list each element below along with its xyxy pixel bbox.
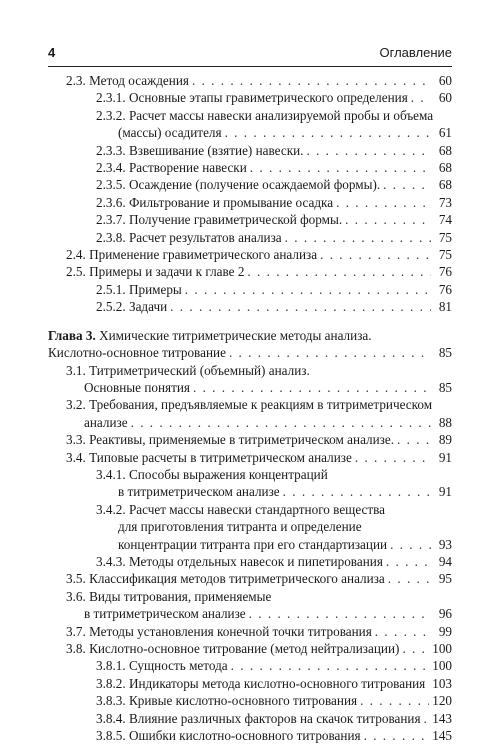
toc-entry-page: 68 <box>438 177 452 193</box>
header-title: Оглавление <box>379 45 452 60</box>
toc-entry-title: 2.3.4. Растворение навески <box>96 160 247 176</box>
toc-entry-page: 76 <box>438 281 452 297</box>
toc-entry-3-8-4[interactable] <box>48 710 452 727</box>
toc-entry-title: 3.8.4. Влияние различных факторов на скачок титрования <box>96 710 421 726</box>
chapter-label: Глава 3. <box>48 327 96 343</box>
leader-dots <box>283 483 431 500</box>
leader-dots <box>170 298 431 315</box>
leader-dots <box>388 570 431 587</box>
toc-entry-title: 2.5.1. Примеры <box>96 281 182 297</box>
toc-entry-page: 68 <box>438 160 452 176</box>
toc-entry-title: 3.8.5. Ошибки кислотно-основного титрования <box>96 728 361 744</box>
toc-entry-page: 94 <box>438 553 452 569</box>
leader-dots <box>383 176 431 193</box>
toc-entry-2-3-2[interactable] <box>48 124 452 141</box>
toc-entry-title: 3.3. Реактивы, применяемые в титриметрическом анализе. <box>66 432 395 448</box>
toc-entry-page: 120 <box>432 693 452 709</box>
toc-entry-title: 2.5.2. Задачи <box>96 299 168 315</box>
leader-dots <box>402 640 429 657</box>
toc-entry-page: 75 <box>438 229 452 245</box>
chapter-gap <box>48 316 452 327</box>
toc-entry-title: (массы) осадителя <box>118 125 222 141</box>
leader-dots <box>249 605 431 622</box>
toc-entry-page: 88 <box>438 414 452 430</box>
toc-entry-2-3-4[interactable] <box>48 159 452 176</box>
toc-entry-title: 3.4.3. Методы отдельных навесок и пипетирования <box>96 553 383 569</box>
leader-dots <box>192 72 431 89</box>
toc-entry-title: 3.8. Кислотно-основное титрование (метод нейтрализации) <box>66 641 400 656</box>
toc-entry-2-3-6[interactable] <box>48 194 452 211</box>
toc-entry-3-6[interactable] <box>48 605 452 622</box>
table-of-contents <box>48 72 452 744</box>
toc-entry-title: 2.3.6. Фильтрование и промывание осадка <box>96 194 334 210</box>
toc-entry-title: 3.8.2. Индикаторы метода кислотно-основного титрования <box>96 675 426 691</box>
toc-entry-2-3-2-line1[interactable]: 2.3.2. Расчет массы навески анализируемой пробы и объема <box>96 107 434 123</box>
toc-chapter-3[interactable] <box>48 344 452 361</box>
toc-entry-3-4-2-line2[interactable]: для приготовления титранта и определение <box>118 519 362 535</box>
leader-dots <box>285 229 431 246</box>
toc-entry-3-1[interactable] <box>48 379 452 396</box>
leader-dots <box>411 89 431 106</box>
toc-entry-title: Кислотно-основное титрование <box>48 345 226 361</box>
toc-entry-page: 96 <box>438 606 452 622</box>
toc-entry-3-6-line1[interactable]: 3.6. Виды титрования, применяемые <box>66 588 272 604</box>
leader-dots <box>355 449 431 466</box>
toc-entry-2-3[interactable] <box>48 72 452 89</box>
toc-entry-title: 2.3.7. Получение гравиметрической формы. <box>96 212 343 228</box>
leader-dots <box>360 692 429 709</box>
toc-entry-3-2-line1[interactable]: 3.2. Требования, предъявляемые к реакциям в титриметрическом <box>66 397 433 413</box>
toc-entry-title: 3.5. Классификация методов титриметрического анализа <box>66 571 385 587</box>
toc-entry-3-7[interactable] <box>48 623 452 640</box>
toc-entry-2-4[interactable] <box>48 246 452 263</box>
toc-entry-page: 74 <box>438 212 452 228</box>
toc-entry-page: 73 <box>438 194 452 210</box>
toc-entry-3-4-1[interactable] <box>48 483 452 500</box>
toc-entry-title: 2.3.3. Взвешивание (взятие) навески. <box>96 142 304 158</box>
toc-entry-2-5-1[interactable] <box>48 281 452 298</box>
leader-dots <box>397 431 431 448</box>
toc-entry-title: 2.3.1. Основные этапы гравиметрического определения <box>96 90 408 106</box>
toc-entry-title: в титриметрическом анализе <box>84 606 246 622</box>
toc-entry-3-8-3[interactable] <box>48 692 452 709</box>
toc-entry-page: 85 <box>438 379 452 395</box>
page-number: 4 <box>48 45 56 60</box>
toc-entry-title: 2.4. Применение гравиметрического анализа <box>66 247 318 263</box>
toc-entry-title: 2.3. Метод осаждения <box>66 73 189 88</box>
toc-entry-title: в титриметрическом анализе <box>118 484 280 500</box>
leader-dots <box>185 281 431 298</box>
toc-entry-page: 60 <box>438 90 452 106</box>
toc-entry-3-8-5[interactable] <box>48 727 452 744</box>
running-header <box>48 44 452 67</box>
toc-entry-page: 103 <box>432 675 452 691</box>
toc-entry-page: 68 <box>438 142 452 158</box>
leader-dots <box>250 159 431 176</box>
toc-entry-page: 145 <box>432 728 452 744</box>
toc-entry-3-4[interactable] <box>48 449 452 466</box>
leader-dots <box>225 124 431 141</box>
leader-dots <box>345 211 431 228</box>
toc-entry-page: 76 <box>438 264 452 280</box>
toc-entry-2-3-8[interactable] <box>48 229 452 246</box>
toc-entry-2-3-5[interactable] <box>48 176 452 193</box>
toc-entry-page: 99 <box>438 623 452 639</box>
leader-dots <box>320 246 431 263</box>
leader-dots <box>306 142 431 159</box>
toc-entry-page: 75 <box>438 247 452 263</box>
leader-dots <box>231 657 430 674</box>
toc-entry-page: 81 <box>438 299 452 315</box>
toc-entry-page: 89 <box>438 432 452 448</box>
toc-entry-3-1-line1[interactable]: 3.1. Титриметрический (объемный) анализ. <box>66 362 310 378</box>
toc-entry-3-8-1[interactable] <box>48 657 452 674</box>
toc-entry-3-4-2-line1[interactable]: 3.4.2. Расчет массы навески стандартного вещества <box>96 501 386 517</box>
toc-entry-3-3[interactable] <box>48 431 452 448</box>
toc-entry-2-3-1[interactable] <box>48 89 452 106</box>
toc-entry-2-5[interactable] <box>48 263 452 280</box>
toc-entry-page: 60 <box>438 73 452 88</box>
toc-entry-title: концентрации титранта при его стандартизации <box>118 536 388 552</box>
toc-entry-title: 3.7. Методы установления конечной точки титрования <box>66 623 372 639</box>
toc-entry-title: 3.8.3. Кривые кислотно-основного титрования <box>96 693 358 709</box>
toc-entry-title: 2.3.8. Расчет результатов анализа <box>96 229 282 245</box>
toc-entry-title: 2.3.5. Осаждение (получение осаждаемой формы). <box>96 177 381 193</box>
toc-entry-3-4-1-line1[interactable]: 3.4.1. Способы выражения концентраций <box>96 466 328 482</box>
toc-entry-page: 95 <box>438 571 452 587</box>
toc-entry-3-2[interactable] <box>48 414 452 431</box>
toc-entry-page: 85 <box>438 345 452 361</box>
toc-entry-title: 3.4. Типовые расчеты в титриметрическом анализе <box>66 449 352 465</box>
leader-dots <box>336 194 431 211</box>
leader-dots <box>390 536 431 553</box>
leader-dots <box>428 675 429 692</box>
toc-entry-3-4-2[interactable] <box>48 536 452 553</box>
toc-entry-title: 2.5. Примеры и задачи к главе 2 <box>66 264 245 280</box>
leader-dots <box>247 263 431 280</box>
toc-entry-page: 91 <box>438 484 452 500</box>
toc-entry-title: 3.8.1. Сущность метода <box>96 658 228 674</box>
toc-entry-page: 61 <box>438 125 452 141</box>
toc-entry-3-8-2[interactable] <box>48 675 452 692</box>
toc-entry-3-8[interactable] <box>48 640 452 657</box>
leader-dots <box>364 727 430 744</box>
toc-entry-3-5[interactable] <box>48 570 452 587</box>
toc-entry-title: Основные понятия <box>84 379 190 395</box>
toc-entry-title: анализе <box>84 414 128 430</box>
toc-entry-page: 100 <box>432 658 452 674</box>
leader-dots <box>229 344 431 361</box>
toc-entry-3-4-3[interactable] <box>48 553 452 570</box>
leader-dots <box>131 414 431 431</box>
toc-entry-2-5-2[interactable] <box>48 298 452 315</box>
leader-dots <box>424 710 430 727</box>
leader-dots <box>386 553 431 570</box>
toc-entry-2-3-3[interactable] <box>48 142 452 159</box>
toc-entry-2-3-7[interactable] <box>48 211 452 228</box>
leader-dots <box>193 379 431 396</box>
leader-dots <box>375 623 431 640</box>
toc-entry-page: 91 <box>438 449 452 465</box>
toc-entry-page: 93 <box>438 536 452 552</box>
chapter-title: Химические титриметрические методы анализа. <box>95 327 372 343</box>
toc-entry-page: 100 <box>432 641 452 656</box>
toc-entry-page: 143 <box>432 710 452 726</box>
toc-chapter-3-line1[interactable] <box>48 327 452 344</box>
